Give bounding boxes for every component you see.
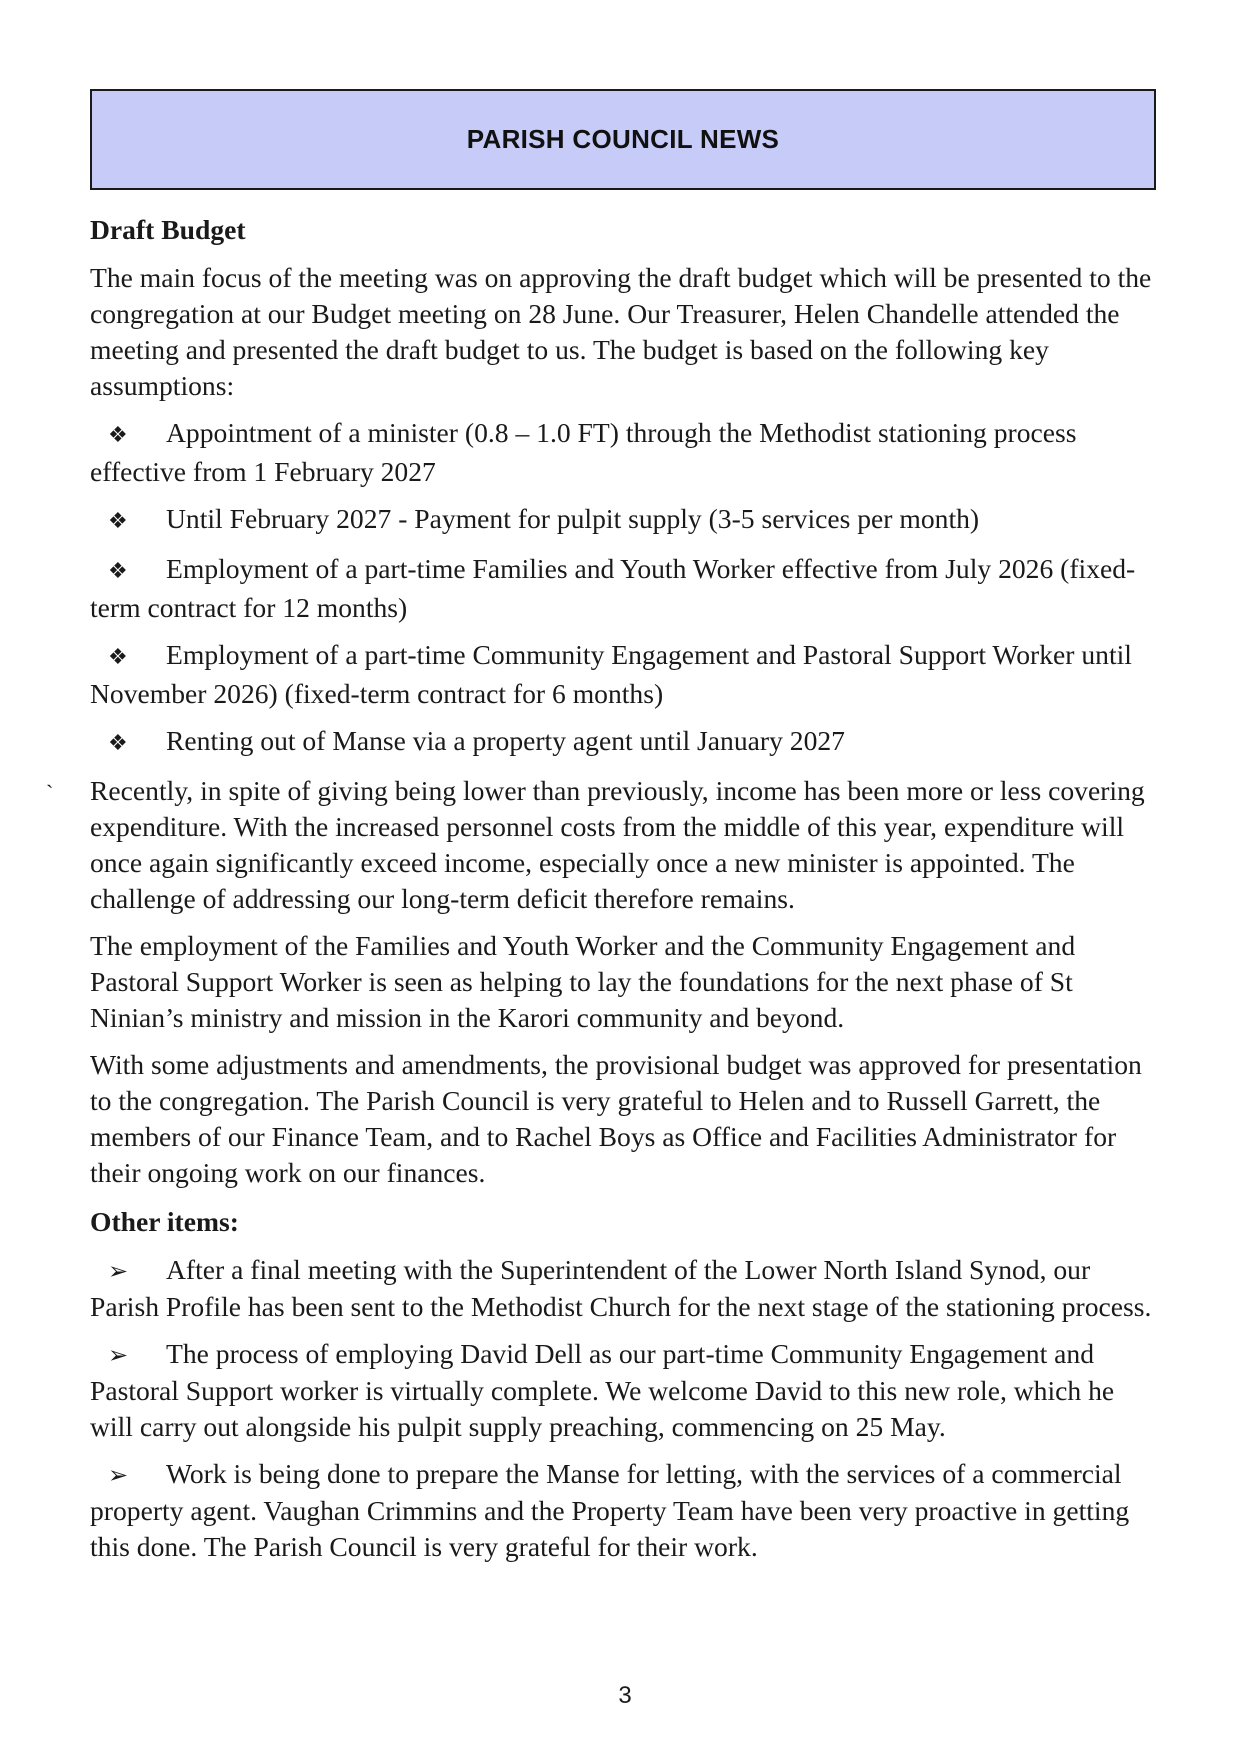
assumption-text: Until February 2027 - Payment for pulpit supply (3-5 services per month) — [166, 503, 980, 534]
draft-budget-heading: Draft Budget — [90, 214, 246, 245]
arrow-bullet-icon: ➢ — [108, 1341, 129, 1369]
assumption-text: Appointment of a minister (0.8 – 1.0 FT) through the Methodist stationing process effective from 1 February 2027 — [90, 417, 1077, 487]
other-items-heading: Other items: — [90, 1206, 239, 1237]
budget-paragraph: The employment of the Families and Youth Worker and the Community Engagement and Pastoral Support Worker is seen as helping to lay the foundations for the next phase of St Ninian’s ministry and mission in the Karori community and beyond. — [90, 930, 1076, 1033]
draft-budget-intro: The main focus of the meeting was on approving the draft budget which will be presented to the congregation at our Budget meeting on 28 June. Our Treasurer, Helen Chandelle attended the meeting and presented the draft budget to us. The budget is based on the following key assumptions: — [90, 262, 1152, 401]
diamond-bullet-icon: ❖ — [108, 509, 128, 534]
budget-paragraph-text: Recently, in spite of giving being lower than previously, income has been more or less covering expenditure. With the increased personnel costs from the middle of this year, expenditure will once again significantly exceed income, especially once a new minister is appointed. The challenge of addressing our long-term deficit therefore remains. — [90, 775, 1145, 914]
stray-mark: ` — [46, 780, 54, 805]
other-item — [90, 1336, 1160, 1445]
assumption-text: Employment of a part-time Families and Youth Worker effective from July 2026 (fixed-term contract for 12 months) — [90, 553, 1136, 623]
assumption-item — [90, 415, 1160, 490]
arrow-bullet-icon: ➢ — [108, 1257, 129, 1285]
assumption-item — [90, 723, 1160, 762]
assumption-item — [90, 551, 1160, 626]
article-body — [46, 210, 1160, 1576]
assumption-item — [90, 501, 1160, 540]
page-number: 3 — [618, 1682, 632, 1709]
diamond-bullet-icon: ❖ — [108, 559, 128, 584]
section-banner — [90, 89, 1156, 190]
assumption-text: Employment of a part-time Community Engagement and Pastoral Support Worker until November 2026) (fixed-term contract for 6 months) — [90, 639, 1132, 709]
other-item — [90, 1456, 1160, 1565]
assumption-item — [90, 637, 1160, 712]
page-title: PARISH COUNCIL NEWS — [466, 124, 780, 154]
diamond-bullet-icon: ❖ — [108, 423, 128, 448]
diamond-bullet-icon: ❖ — [108, 645, 128, 670]
other-item-text: The process of employing David Dell as our part-time Community Engagement and Pastoral Support worker is virtually complete. We welcome David to this new role, which he will carry out alongside his pulpit supply preaching, commencing on 25 May. — [90, 1338, 1115, 1442]
newsletter-page — [46, 0, 1160, 1754]
other-item-text: After a final meeting with the Superintendent of the Lower North Island Synod, our Parish Profile has been sent to the Methodist Church for the next stage of the stationing process. — [90, 1254, 1152, 1322]
assumption-text: Renting out of Manse via a property agent until January 2027 — [166, 725, 845, 756]
budget-paragraph — [46, 773, 1160, 917]
other-item — [90, 1252, 1160, 1325]
other-item-text: Work is being done to prepare the Manse for letting, with the services of a commercial property agent. Vaughan Crimmins and the Property Team have been very proactive in getting this done. The Parish Council is very grateful for their work. — [90, 1458, 1130, 1562]
arrow-bullet-icon: ➢ — [108, 1461, 129, 1489]
budget-paragraph: With some adjustments and amendments, the provisional budget was approved for presentation to the congregation. The Parish Council is very grateful to Helen and to Russell Garrett, the members of our Finance Team, and to Rachel Boys as Office and Facilities Administrator for their ongoing work on our finances. — [90, 1049, 1142, 1188]
diamond-bullet-icon: ❖ — [108, 731, 128, 756]
